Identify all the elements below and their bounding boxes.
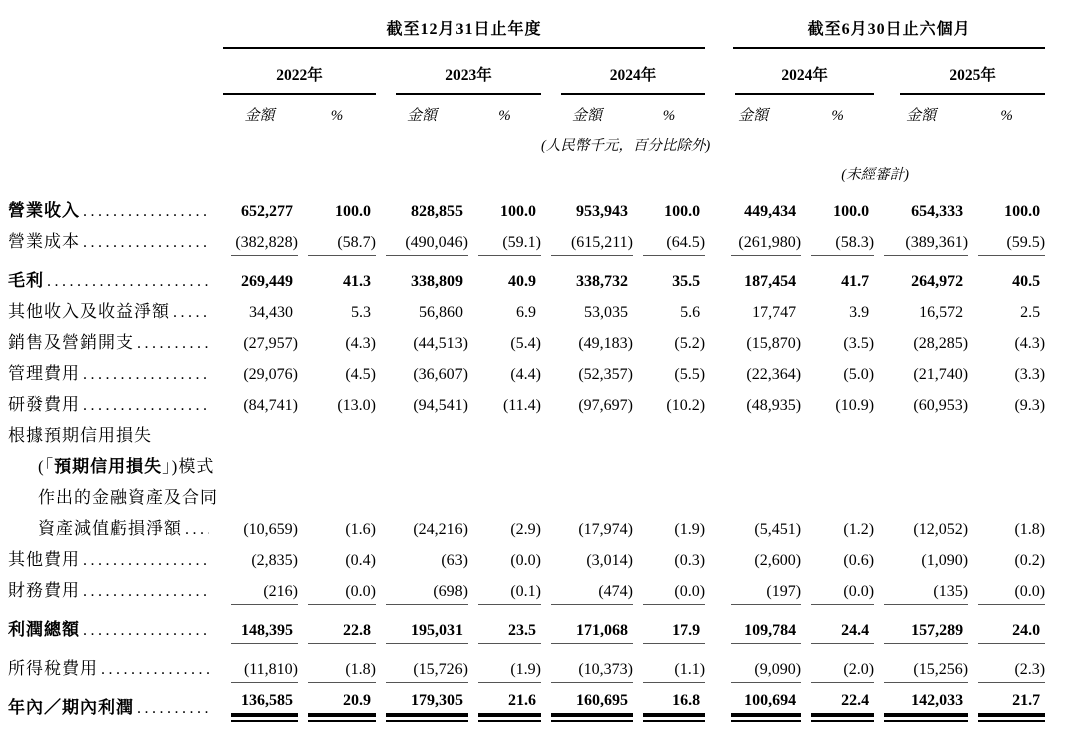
- currency-note-cell: [541, 128, 711, 155]
- cell-ecl-impairment-net-4: (17,974): [578, 521, 633, 538]
- percent-header-2: %: [662, 108, 676, 124]
- cell-ecl-label-line-3-9: [968, 481, 1045, 512]
- cell-ecl-label-line-3-6: [705, 481, 801, 512]
- cell-gross-profit-2: 338,809: [411, 273, 463, 290]
- cell-profit-for-the-year-period-6: 100,694: [705, 683, 801, 722]
- cell-finance-costs-4: (474): [541, 574, 633, 605]
- percent-header-3: %: [831, 108, 844, 124]
- cell-income-tax-expense-6: (9,090): [705, 644, 801, 683]
- cell-administrative-expenses-7: (5.0): [843, 366, 875, 383]
- cell-rd-expenses-7: (10.9): [835, 397, 875, 414]
- annual-period-title: 截至12月31日止年度: [223, 16, 705, 49]
- cell-ecl-impairment-net-1: (1.6): [345, 521, 376, 538]
- cell-other-income-and-gains-net-3: 6.9: [516, 304, 536, 321]
- cell-ecl-label-line-1-7: [801, 419, 874, 450]
- cell-administrative-expenses-6: (22,364): [746, 366, 802, 383]
- year-row-spacer: [8, 49, 221, 95]
- year-header-4: 2025年: [874, 49, 1045, 95]
- cell-selling-and-marketing-expenses-3: (5.4): [510, 335, 541, 352]
- row-ecl-label-line-2: [8, 450, 1045, 481]
- cell-income-tax-expense-8: (15,256): [874, 644, 968, 683]
- cell-profit-for-the-year-period-2: 179,305: [376, 683, 468, 722]
- unaudited-note: (未經審計): [841, 167, 909, 183]
- cell-ecl-label-line-2-9: [968, 450, 1045, 481]
- interim-period-title: 截至6月30日止六個月: [733, 16, 1045, 49]
- cell-gross-profit-5: 35.5: [672, 273, 701, 290]
- dot-leader: [83, 620, 209, 640]
- cell-profit-for-the-year-period-0: 136,585: [221, 683, 298, 722]
- year-header-2: 2024年: [541, 49, 705, 95]
- cell-profit-before-tax-5: 17.9: [633, 605, 705, 644]
- row-income-tax-expense: [8, 644, 1045, 683]
- cell-other-expenses-3: (0.0): [510, 552, 541, 569]
- row-profit-for-the-year-period: [8, 683, 1045, 722]
- cell-revenue-7: 100.0: [833, 203, 870, 220]
- cell-cost-of-sales-6: (261,980): [705, 225, 801, 256]
- cell-revenue-1: 100.0: [335, 203, 371, 220]
- cell-revenue-5: 100.0: [664, 203, 701, 220]
- amount-header-1: 金額: [406, 108, 437, 124]
- cell-ecl-label-line-3-5: [633, 481, 705, 512]
- cell-administrative-expenses-1: (4.5): [345, 366, 376, 383]
- cell-profit-before-tax-4: 171,068: [541, 605, 633, 644]
- cell-ecl-impairment-net-8: (12,052): [913, 521, 969, 538]
- cell-ecl-label-line-2-3: [468, 450, 541, 481]
- cell-other-expenses-9: (0.2): [1014, 552, 1046, 569]
- cell-other-income-and-gains-net-0: 34,430: [249, 304, 293, 321]
- cell-other-income-and-gains-net-8: 16,572: [919, 304, 964, 321]
- cell-ecl-label-line-2-4: [541, 450, 633, 481]
- sub-row-spacer: [8, 95, 221, 128]
- cell-gross-profit-6: 187,454: [744, 273, 797, 290]
- cell-income-tax-expense-3: (1.9): [468, 644, 541, 683]
- cell-income-tax-expense-2: (15,726): [376, 644, 468, 683]
- cell-ecl-impairment-net-3: (2.9): [510, 521, 541, 538]
- interim-period-group: [705, 6, 1045, 49]
- cell-ecl-label-line-2-7: [801, 450, 874, 481]
- cell-administrative-expenses-3: (4.4): [510, 366, 541, 383]
- cell-profit-for-the-year-period-5: 16.8: [633, 683, 705, 722]
- cell-ecl-impairment-net-9: (1.8): [1014, 521, 1046, 538]
- cell-revenue-0: 652,277: [241, 203, 293, 220]
- cell-revenue-9: 100.0: [1004, 203, 1041, 220]
- row-rd-expenses: [8, 388, 1045, 419]
- row-label-ecl-impairment-net: 資產減值虧損淨額 .....: [8, 512, 221, 543]
- row-label-revenue: 營業收入 .....: [8, 188, 221, 225]
- dot-leader: [47, 271, 209, 291]
- cell-ecl-label-line-2-1: [298, 450, 376, 481]
- cell-other-income-and-gains-net-2: 56,860: [419, 304, 463, 321]
- cell-profit-before-tax-3: 23.5: [468, 605, 541, 644]
- cell-gross-profit-3: 40.9: [508, 273, 536, 290]
- cell-selling-and-marketing-expenses-6: (15,870): [746, 335, 802, 352]
- cell-income-tax-expense-7: (2.0): [801, 644, 874, 683]
- row-label-ecl-label-line-2: (「 預期信用損失 」)模式: [38, 457, 215, 476]
- percent-header-1: %: [498, 108, 511, 124]
- header-spacer: [8, 6, 221, 49]
- dot-leader: [185, 519, 209, 539]
- cell-profit-before-tax-9: 24.0: [968, 605, 1045, 644]
- cell-rd-expenses-3: (11.4): [502, 397, 541, 414]
- year-header-3: 2024年: [705, 49, 874, 95]
- cell-rd-expenses-8: (60,953): [913, 397, 969, 414]
- cell-ecl-impairment-net-7: (1.2): [843, 521, 875, 538]
- row-label-ecl-label-line-1: 根據預期信用損失: [8, 426, 152, 445]
- cell-ecl-label-line-3-2: [376, 481, 468, 512]
- currency-note: (人民幣千元，百分比除外): [541, 138, 711, 154]
- row-label-other-expenses: 其他費用 .....: [8, 543, 221, 574]
- row-label-administrative-expenses: 管理費用 .....: [8, 357, 221, 388]
- row-label-income-tax-expense: 所得稅費用 .....: [8, 644, 221, 683]
- cell-administrative-expenses-4: (52,357): [578, 366, 633, 383]
- cell-other-expenses-5: (0.3): [674, 552, 706, 569]
- cell-other-expenses-8: (1,090): [921, 552, 969, 569]
- cell-ecl-label-line-2-8: [874, 450, 968, 481]
- cell-finance-costs-1: (0.0): [298, 574, 376, 605]
- cell-gross-profit-7: 41.7: [841, 273, 870, 290]
- cell-rd-expenses-1: (13.0): [337, 397, 376, 414]
- amount-header-2: 金額: [571, 108, 602, 124]
- cell-revenue-8: 654,333: [911, 203, 964, 220]
- dot-leader: [137, 698, 209, 718]
- amount-percent-header-row: [8, 95, 1045, 128]
- cell-ecl-label-line-1-1: [298, 419, 376, 450]
- dot-leader: [83, 550, 209, 570]
- cell-other-expenses-2: (63): [441, 552, 468, 569]
- note2-spacer: [8, 155, 705, 188]
- cell-administrative-expenses-8: (21,740): [913, 366, 969, 383]
- cell-ecl-label-line-3-1: [298, 481, 376, 512]
- cell-rd-expenses-5: (10.2): [666, 397, 706, 414]
- cell-other-expenses-1: (0.4): [345, 552, 376, 569]
- cell-gross-profit-9: 40.5: [1012, 273, 1041, 290]
- row-selling-and-marketing-expenses: [8, 326, 1045, 357]
- row-label-finance-costs: 財務費用 .....: [8, 574, 221, 605]
- cell-income-tax-expense-9: (2.3): [968, 644, 1045, 683]
- cell-income-tax-expense-4: (10,373): [541, 644, 633, 683]
- cell-profit-for-the-year-period-4: 160,695: [541, 683, 633, 722]
- cell-revenue-6: 449,434: [744, 203, 797, 220]
- dot-leader: [83, 232, 209, 252]
- cell-ecl-label-line-1-2: [376, 419, 468, 450]
- dot-leader: [173, 302, 209, 322]
- row-other-income-and-gains-net: [8, 295, 1045, 326]
- cell-finance-costs-2: (698): [376, 574, 468, 605]
- cell-cost-of-sales-7: (58.3): [801, 225, 874, 256]
- cell-gross-profit-1: 41.3: [343, 273, 371, 290]
- cell-income-tax-expense-5: (1.1): [633, 644, 705, 683]
- unaudited-note-row: [8, 155, 1045, 188]
- cell-other-expenses-6: (2,600): [754, 552, 802, 569]
- cell-ecl-label-line-3-7: [801, 481, 874, 512]
- cell-ecl-impairment-net-6: (5,451): [754, 521, 802, 538]
- period-group-row: [8, 6, 1045, 49]
- amount-header-0: 金額: [244, 108, 275, 124]
- dot-leader: [137, 333, 209, 353]
- cell-other-income-and-gains-net-7: 3.9: [849, 304, 870, 321]
- table-header: [8, 6, 1045, 188]
- cell-finance-costs-6: (197): [705, 574, 801, 605]
- amount-header-4: 金額: [906, 108, 937, 124]
- cell-profit-before-tax-7: 24.4: [801, 605, 874, 644]
- cell-cost-of-sales-2: (490,046): [376, 225, 468, 256]
- cell-administrative-expenses-5: (5.5): [674, 366, 706, 383]
- cell-other-income-and-gains-net-1: 5.3: [351, 304, 371, 321]
- cell-other-expenses-7: (0.6): [843, 552, 875, 569]
- note1-spacer-left: [8, 128, 221, 155]
- cell-finance-costs-3: (0.1): [468, 574, 541, 605]
- row-label-profit-for-the-year-period: 年內／期內利潤 .....: [8, 683, 221, 722]
- currency-note-row: [8, 128, 1045, 155]
- row-label-profit-before-tax: 利潤總額 .....: [8, 605, 221, 644]
- cell-selling-and-marketing-expenses-1: (4.3): [345, 335, 376, 352]
- cell-selling-and-marketing-expenses-0: (27,957): [243, 335, 298, 352]
- row-revenue: [8, 188, 1045, 225]
- cell-profit-before-tax-2: 195,031: [376, 605, 468, 644]
- percent-header-0: %: [330, 108, 344, 124]
- cell-ecl-label-line-1-9: [968, 419, 1045, 450]
- cell-ecl-label-line-1-3: [468, 419, 541, 450]
- cell-ecl-label-line-3-3: [468, 481, 541, 512]
- cell-selling-and-marketing-expenses-8: (28,285): [913, 335, 969, 352]
- cell-other-expenses-0: (2,835): [251, 552, 298, 569]
- row-profit-before-tax: [8, 605, 1045, 644]
- cell-other-income-and-gains-net-4: 53,035: [584, 304, 628, 321]
- year-header-1: 2023年: [376, 49, 541, 95]
- cell-ecl-label-line-2-2: [376, 450, 468, 481]
- cell-revenue-4: 953,943: [576, 203, 628, 220]
- year-header-row: [8, 49, 1045, 95]
- dot-leader: [101, 659, 209, 679]
- cell-revenue-2: 828,855: [411, 203, 463, 220]
- annual-period-group: [221, 6, 705, 49]
- income-statement-table: [8, 6, 1045, 722]
- row-administrative-expenses: [8, 357, 1045, 388]
- cell-selling-and-marketing-expenses-7: (3.5): [843, 335, 875, 352]
- percent-header-4: %: [1000, 108, 1013, 124]
- cell-profit-for-the-year-period-1: 20.9: [298, 683, 376, 722]
- cell-rd-expenses-0: (84,741): [243, 397, 298, 414]
- row-label-gross-profit: 毛利 .....: [8, 256, 221, 295]
- cell-administrative-expenses-9: (3.3): [1014, 366, 1046, 383]
- cell-ecl-impairment-net-5: (1.9): [674, 521, 706, 538]
- cell-ecl-label-line-3-0: [221, 481, 298, 512]
- cell-cost-of-sales-4: (615,211): [541, 225, 633, 256]
- cell-selling-and-marketing-expenses-4: (49,183): [578, 335, 633, 352]
- row-ecl-label-line-1: [8, 419, 1045, 450]
- cell-gross-profit-0: 269,449: [241, 273, 293, 290]
- cell-profit-for-the-year-period-8: 142,033: [874, 683, 968, 722]
- cell-income-tax-expense-1: (1.8): [298, 644, 376, 683]
- cell-other-income-and-gains-net-5: 5.6: [680, 304, 701, 321]
- amount-header-3: 金額: [738, 108, 769, 124]
- cell-profit-before-tax-6: 109,784: [705, 605, 801, 644]
- cell-cost-of-sales-0: (382,828): [221, 225, 298, 256]
- cell-other-expenses-4: (3,014): [586, 552, 633, 569]
- row-label-other-income-and-gains-net: 其他收入及收益淨額 .....: [8, 295, 221, 326]
- cell-ecl-impairment-net-0: (10,659): [243, 521, 298, 538]
- cell-administrative-expenses-0: (29,076): [243, 366, 298, 383]
- cell-other-income-and-gains-net-9: 2.5: [1020, 304, 1041, 321]
- cell-gross-profit-8: 264,972: [911, 273, 964, 290]
- cell-rd-expenses-4: (97,697): [578, 397, 633, 414]
- cell-ecl-label-line-3-8: [874, 481, 968, 512]
- cell-selling-and-marketing-expenses-2: (44,513): [413, 335, 468, 352]
- dot-leader: [83, 395, 209, 415]
- cell-cost-of-sales-9: (59.5): [968, 225, 1045, 256]
- row-label-ecl-label-line-3: 作出的金融資產及合同: [38, 488, 218, 507]
- row-label-cost-of-sales: 營業成本 .....: [8, 225, 221, 256]
- cell-cost-of-sales-5: (64.5): [633, 225, 705, 256]
- dot-leader: [83, 364, 209, 384]
- dot-leader: [83, 581, 209, 601]
- cell-ecl-label-line-1-6: [705, 419, 801, 450]
- row-ecl-impairment-net: [8, 512, 1045, 543]
- row-gross-profit: [8, 256, 1045, 295]
- cell-profit-for-the-year-period-9: 21.7: [968, 683, 1045, 722]
- cell-cost-of-sales-1: (58.7): [298, 225, 376, 256]
- note1-spacer-right: [705, 128, 1045, 155]
- cell-rd-expenses-2: (94,541): [413, 397, 468, 414]
- cell-ecl-label-line-2-6: [705, 450, 801, 481]
- row-ecl-label-line-3: [8, 481, 1045, 512]
- cell-finance-costs-8: (135): [874, 574, 968, 605]
- unaudited-note-cell: [705, 155, 1045, 188]
- cell-ecl-label-line-2-0: [221, 450, 298, 481]
- cell-ecl-label-line-1-8: [874, 419, 968, 450]
- cell-gross-profit-4: 338,732: [576, 273, 628, 290]
- cell-cost-of-sales-8: (389,361): [874, 225, 968, 256]
- cell-ecl-label-line-1-5: [633, 419, 705, 450]
- table-body: [8, 188, 1045, 722]
- cell-profit-before-tax-1: 22.8: [298, 605, 376, 644]
- cell-profit-for-the-year-period-3: 21.6: [468, 683, 541, 722]
- row-label-rd-expenses: 研發費用 .....: [8, 388, 221, 419]
- cell-administrative-expenses-2: (36,607): [413, 366, 468, 383]
- cell-finance-costs-5: (0.0): [633, 574, 705, 605]
- year-header-0: 2022年: [221, 49, 376, 95]
- cell-revenue-3: 100.0: [500, 203, 536, 220]
- cell-ecl-label-line-3-4: [541, 481, 633, 512]
- cell-profit-before-tax-0: 148,395: [221, 605, 298, 644]
- cell-ecl-label-line-2-5: [633, 450, 705, 481]
- cell-selling-and-marketing-expenses-9: (4.3): [1014, 335, 1046, 352]
- cell-profit-before-tax-8: 157,289: [874, 605, 968, 644]
- cell-finance-costs-9: (0.0): [968, 574, 1045, 605]
- cell-finance-costs-7: (0.0): [801, 574, 874, 605]
- cell-profit-for-the-year-period-7: 22.4: [801, 683, 874, 722]
- cell-ecl-label-line-1-4: [541, 419, 633, 450]
- note1-spacer-mid: [221, 128, 541, 155]
- cell-income-tax-expense-0: (11,810): [221, 644, 298, 683]
- cell-finance-costs-0: (216): [221, 574, 298, 605]
- row-cost-of-sales: [8, 225, 1045, 256]
- cell-cost-of-sales-3: (59.1): [468, 225, 541, 256]
- cell-ecl-impairment-net-2: (24,216): [413, 521, 468, 538]
- row-finance-costs: [8, 574, 1045, 605]
- row-label-selling-and-marketing-expenses: 銷售及營銷開支 .....: [8, 326, 221, 357]
- cell-selling-and-marketing-expenses-5: (5.2): [674, 335, 706, 352]
- row-other-expenses: [8, 543, 1045, 574]
- cell-rd-expenses-9: (9.3): [1014, 397, 1046, 414]
- cell-ecl-label-line-1-0: [221, 419, 298, 450]
- cell-other-income-and-gains-net-6: 17,747: [752, 304, 797, 321]
- dot-leader: [83, 201, 209, 221]
- cell-rd-expenses-6: (48,935): [746, 397, 802, 414]
